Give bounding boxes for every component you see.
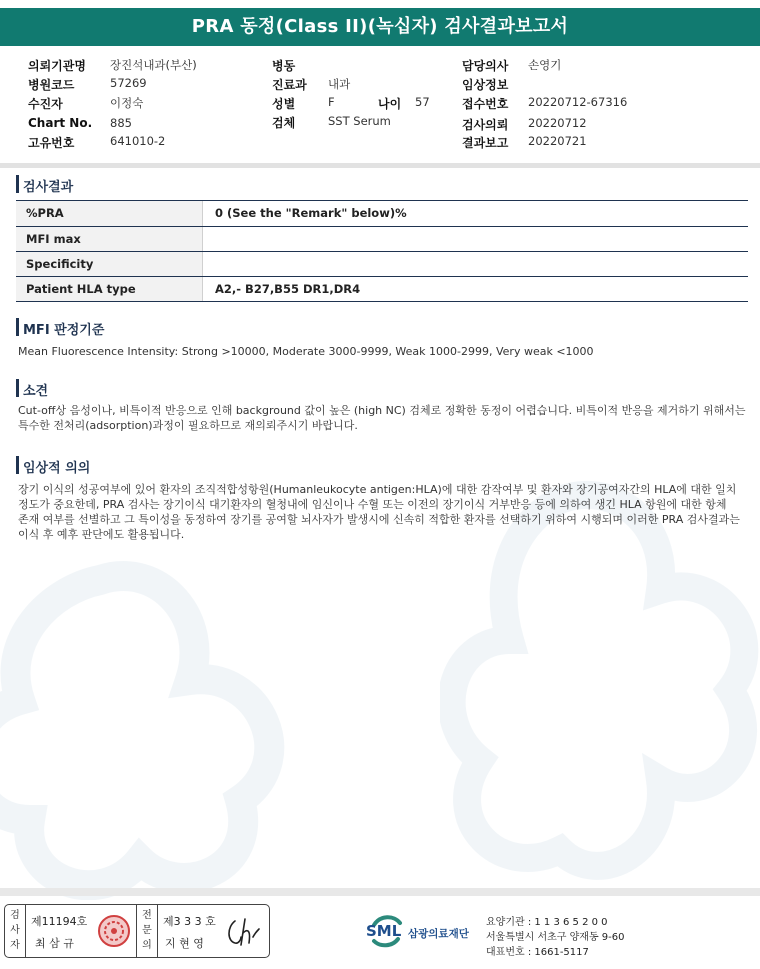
row-value <box>202 252 748 277</box>
section-marker <box>16 175 19 193</box>
header-value: 20220721 <box>528 134 587 148</box>
header-value: 장진석내과(부산) <box>110 58 197 72</box>
expert-license-no: 제3 3 3 호 <box>163 915 216 928</box>
header-value: 20220712 <box>528 116 587 130</box>
expert-label-char: 전 <box>142 910 152 921</box>
section-title-opinion: 소견 <box>23 384 49 399</box>
row-value: 0 (See the "Remark" below)% <box>202 201 748 226</box>
sml-logo-text: SML <box>366 922 402 940</box>
clinical-line: 장기 이식의 성공여부에 있어 환자의 조직적합성항원(Humanleukocyte antigen:HLA)에 대한 감작여부 및 환자와 장기공여자간의 HLA에 대한 일치 <box>18 483 737 496</box>
row-value <box>202 227 748 252</box>
row-label: MFI max <box>16 227 202 252</box>
header-value: 내과 <box>328 77 351 91</box>
header-value: 이정숙 <box>110 96 144 110</box>
header-label: 수진자 <box>28 97 63 111</box>
box-divider <box>157 905 158 957</box>
watermark-cross-left <box>0 560 300 900</box>
box-divider <box>136 905 137 957</box>
header-label: 결과보고 <box>462 136 509 150</box>
section-marker <box>16 456 19 474</box>
section-marker <box>16 318 19 336</box>
header-value: 손영기 <box>528 58 562 72</box>
header-value: F <box>328 95 335 109</box>
header-label: 검체 <box>272 116 296 130</box>
header-label: 담당의사 <box>462 59 509 73</box>
signature-box <box>4 904 270 958</box>
tester-label-char: 검 <box>10 910 20 921</box>
table-row <box>16 227 748 252</box>
row-value: A2,- B27,B55 DR1,DR4 <box>202 277 748 302</box>
mfi-criteria-text: Mean Fluorescence Intensity: Strong >10000, Moderate 3000-9999, Weak 1000-2999, Very weak <1000 <box>18 345 594 358</box>
section-marker <box>16 379 19 397</box>
expert-label <box>140 908 154 953</box>
org-name: 삼광의료재단 <box>408 928 469 940</box>
header-value: 885 <box>110 116 132 130</box>
section-title-results: 검사결과 <box>23 180 74 195</box>
header-value: 20220712-67316 <box>528 95 628 109</box>
age-label: 나이 <box>378 97 402 111</box>
table-row <box>16 201 748 226</box>
row-label: %PRA <box>16 201 202 226</box>
header-label: 성별 <box>272 97 296 111</box>
row-label: Patient HLA type <box>16 277 202 302</box>
row-label: Specificity <box>16 252 202 277</box>
report-title: PRA 동정(Class II)(녹십자) 검사결과보고서 <box>0 8 760 46</box>
header-label: 검사의뢰 <box>462 118 509 132</box>
header-label: 병동 <box>272 59 296 73</box>
clinical-line: 존재 여부를 선별하고 그 특이성을 동정하여 장기를 공여할 뇌사자가 발생시에 신속히 적합한 환자를 선택하기 위하여 시행되며 이러한 PRA 검사결과는 <box>18 513 740 526</box>
table-row <box>16 277 748 302</box>
signature-icon <box>225 915 263 949</box>
header-value: 641010-2 <box>110 134 166 148</box>
table-row <box>16 252 748 277</box>
footer-info-line: 서울특별시 서초구 양재동 9-60 <box>486 932 625 943</box>
header-value: 57269 <box>110 76 147 90</box>
section-title-clinical: 임상적 의의 <box>23 461 91 476</box>
expert-label-char: 문 <box>142 925 152 936</box>
section-title-mfi: MFI 판정기준 <box>23 323 105 338</box>
tester-name: 최 삼 규 <box>35 937 74 950</box>
clinical-line: 정도가 중요한데, PRA 검사는 장기이식 대기환자의 혈청내에 임신이나 수혈 또는 이전의 장기이식 거부반응 등에 의하여 생긴 HLA 항원에 대한 항체 <box>18 498 727 511</box>
header-label: 병원코드 <box>28 78 75 92</box>
watermark-cross <box>440 480 760 900</box>
age-value: 57 <box>415 95 430 109</box>
expert-label-char: 의 <box>142 940 152 951</box>
tester-license-no: 제11194호 <box>31 915 88 928</box>
footer-divider <box>0 888 760 896</box>
header-divider <box>0 163 760 168</box>
table-bottom-border <box>16 301 748 302</box>
header-label: 임상정보 <box>462 78 509 92</box>
header-label: 고유번호 <box>28 136 75 150</box>
seal-stamp-icon <box>97 914 131 948</box>
header-label: Chart No. <box>28 116 93 130</box>
opinion-line: Cut-off상 음성이나, 비특이적 반응으로 인해 background 값이 높은 (high NC) 검체로 정확한 동정이 어렵습니다. 비특이적 반응을 제거하기 위해서는 <box>18 404 746 417</box>
tester-label-char: 자 <box>10 940 20 951</box>
clinical-line: 이식 후 예후 판단에도 활용됩니다. <box>18 528 185 541</box>
tester-label-char: 사 <box>10 925 20 936</box>
footer-info-line: 요양기관 : 1 1 3 6 5 2 0 0 <box>486 917 608 928</box>
tester-label <box>8 908 22 953</box>
header-label: 의뢰기관명 <box>28 59 86 73</box>
footer-info-line: 대표번호 : 1661-5117 <box>486 947 589 958</box>
expert-name: 지 현 영 <box>165 937 204 950</box>
header-label: 진료과 <box>272 78 307 92</box>
header-label: 접수번호 <box>462 97 509 111</box>
box-divider <box>25 905 26 957</box>
header-value: SST Serum <box>328 114 391 128</box>
opinion-line: 특수한 전처리(adsorption)과정이 필요하므로 재의뢰주시기 바랍니다. <box>18 419 358 432</box>
